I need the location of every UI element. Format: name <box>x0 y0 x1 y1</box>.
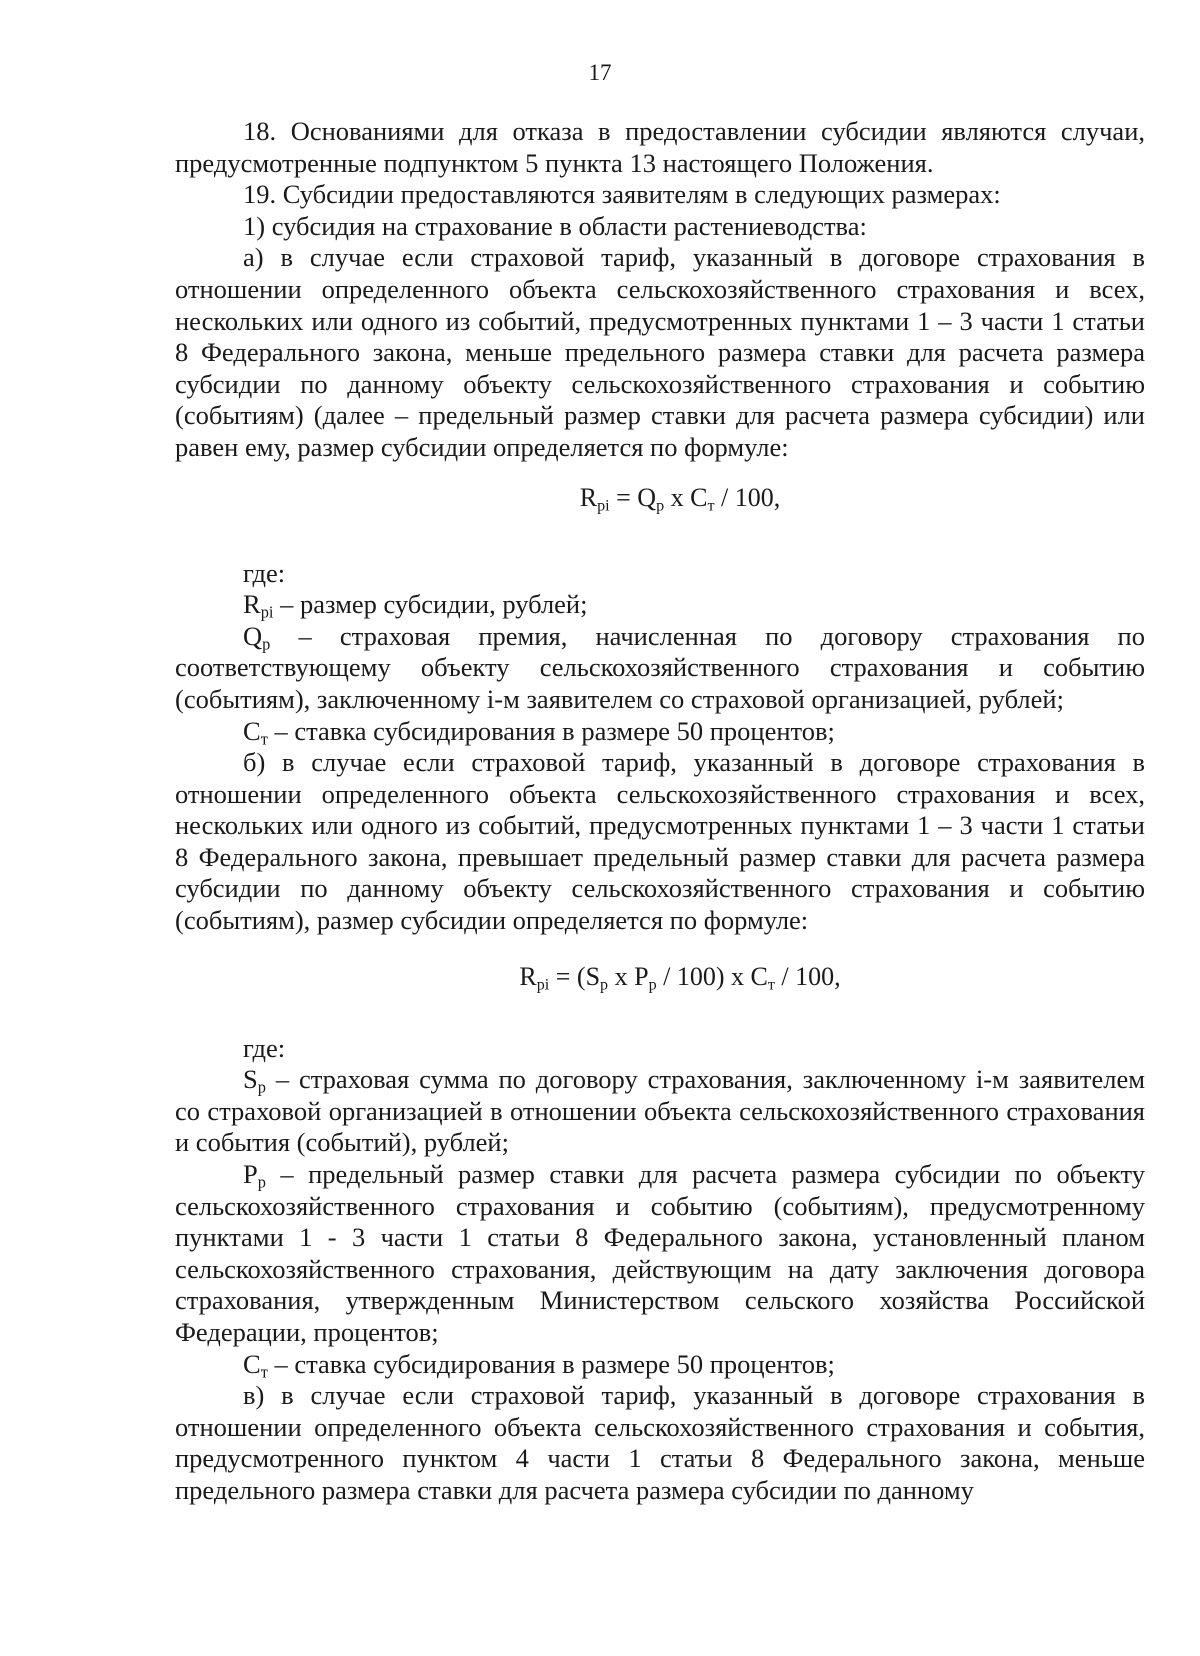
formula-2-ct: $С_т$ <box>750 961 775 994</box>
where-label-2: где: <box>243 1032 286 1063</box>
paragraph-19-v: в) в случае если страховой тариф, указанный в договоре страхования в отношении определенного объекта сельскохозяйственного страхования и события, предусмотренного пунктом 4 части 1 статьи 8 Федерального закона, меньше предельного размера ставки для расчета размера субсидии по данному <box>175 1380 1145 1505</box>
definition-ct-2: $С_т$ – ставка субсидирования в размере 50 процентов; <box>243 1348 835 1382</box>
definition-qp: $Q_p$ – страховая премия, начисленная по договору страхования по соответствующему объекту сельскохозяйственного страхования и событию (событиям), заключенному i-м заявителем со страховой организацией, рублей; <box>175 620 1145 714</box>
formula-1-qp: $Q_p$ <box>637 482 665 515</box>
definition-ct-1: $С_т$ – ставка субсидирования в размере 50 процентов; <box>243 715 835 749</box>
formula-2-pp: $P_p$ <box>634 961 657 994</box>
formula-2-sp: $S_p$ <box>585 961 609 994</box>
definition-sp: $S_p$ – страховая сумма по договору страхования, заключенному i-м заявителем со страховой организацией в отношении объекта сельскохозяйственного страхования и события (событий), рублей; <box>175 1064 1145 1158</box>
definition-pp: $P_p$ – предельный размер ставки для расчета размера субсидии по объекту сельскохозяйственного страхования и событию (событиям), предусмотренному пунктами 1 - 3 части 1 статьи 8 Федерального закона, установленный планом сельскохозяйственного страхования, действующим на дату заключения договора страхования, утвержденным Министерством сельского хозяйства Российской Федерации, процентов; <box>175 1159 1145 1347</box>
formula-1-rpi: $R_{pi}$ <box>579 482 610 515</box>
paragraph-18: 18. Основаниями для отказа в предоставлении субсидии являются случаи, предусмотренные подпунктом 5 пункта 13 настоящего Положения. <box>175 116 1145 178</box>
formula-2-rpi: $R_{pi}$ <box>519 961 550 994</box>
where-label-1: где: <box>243 557 286 588</box>
paragraph-19: 19. Субсидии предоставляются заявителям в следующих размерах: <box>243 179 1001 210</box>
formula-1-ct: $С_т$ <box>690 482 715 515</box>
paragraph-19-b: б) в случае если страховой тариф, указанный в договоре страхования в отношении определенного объекта сельскохозяйственного страхования и всех, нескольких или одного из событий, предусмотренных пунктами 1 – 3 части 1 статьи 8 Федерального закона, превышает предельный размер ставки для расчета размера субсидии по данному объекту сельскохозяйственного страхования и событию (событиям), размер субсидии определяется по формуле: <box>175 747 1145 936</box>
formula-2: $R_{pi} = (S_p$ x $P_p / 100$) x $С_т / 100$, <box>519 961 841 994</box>
paragraph-19-a: а) в случае если страховой тариф, указанный в договоре страхования в отношении определенного объекта сельскохозяйственного страхования и всех, нескольких или одного из событий, предусмотренных пунктами 1 – 3 части 1 статьи 8 Федерального закона, меньше предельного размера ставки для расчета размера субсидии по данному объекту сельскохозяйственного страхования и событию (событиям) (далее – предельный размер ставки для расчета размера субсидии) или равен ему, размер субсидии определяется по формуле: <box>175 242 1145 462</box>
document-body <box>175 116 1145 1507</box>
page-number: 17 <box>588 60 612 85</box>
definition-rpi: $R_{pi}$ – размер субсидии, рублей; <box>243 589 588 622</box>
paragraph-19-1: 1) субсидия на страхование в области растениеводства: <box>243 210 867 241</box>
formula-1: $R_{pi} = Q_p$ x $С_т / 100$, <box>579 482 781 515</box>
